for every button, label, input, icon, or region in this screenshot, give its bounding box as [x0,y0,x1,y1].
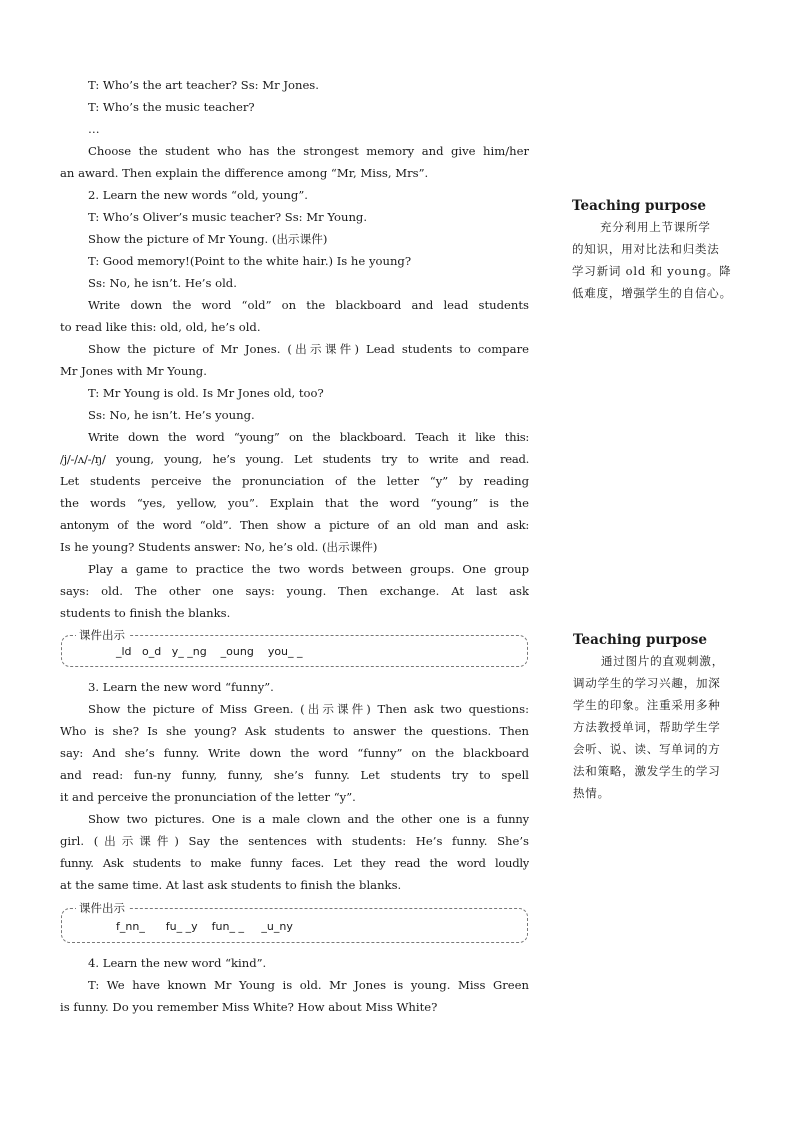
ellipsis: … [88,122,100,136]
teaching-purpose-line: 通过图片的直观刺激， [601,654,724,668]
paragraph-line: Show the picture of Miss Green. (出示课件) Then ask two questions: [88,702,529,716]
paragraph-line: Show two pictures. One is a male clown and the other one is a funny [88,812,529,826]
dialogue-line: T: Who’s the art teacher? Ss: Mr Jones. [88,78,319,92]
paragraph-line: to read like this: old, old, he’s old. [60,320,261,334]
paragraph-line: students to finish the blanks. [60,606,231,620]
teaching-purpose-line: 热情。 [573,786,610,800]
paragraph-line: T: We have known Mr Young is old. Mr Jones is young. Miss Green [88,978,529,992]
paragraph-line: Write down the word “old” on the blackboard and lead students [88,298,529,312]
teaching-purpose-line: 会听、说、读、写单词的方 [573,742,721,756]
paragraph-line: say: And she’s funny. Write down the word “funny” on the blackboard [60,746,529,760]
section-heading: 2. Learn the new words “old, young”. [88,188,308,202]
dialogue-line: T: Who’s the music teacher? [88,100,255,114]
teaching-purpose-line: 学习新词 old 和 young。降 [572,264,732,278]
dialogue-line: Ss: No, he isn’t. He’s young. [88,408,255,422]
paragraph-line: antonym of the word “old”. Then show a picture of an old man and ask: [60,518,529,532]
courseware-box-2 [61,901,528,943]
teaching-purpose-line: 方法教授单词，帮助学生学 [573,720,721,734]
paragraph-line: Choose the student who has the strongest memory and give him/her [88,144,529,158]
paragraph-line: Who is she? Is she young? Ask students to answer the questions. Then [60,724,529,738]
paragraph-line: at the same time. At last ask students to finish the blanks. [60,878,402,892]
courseware-box-1 [61,628,528,667]
teaching-purpose-title: Teaching purpose [573,632,707,648]
paragraph-line: Write down the word “young” on the blackboard. Teach it like this: [88,430,529,444]
dialogue-line: T: Good memory!(Point to the white hair.) Is he young? [88,254,412,268]
paragraph-line: Let students perceive the pronunciation of the letter “y” by reading [60,474,529,488]
paragraph-line: Show the picture of Mr Jones. (出示课件) Lead students to compare [88,342,529,356]
paragraph-line: it and perceive the pronunciation of the letter “y”. [60,790,356,804]
dialogue-line: T: Who’s Oliver’s music teacher? Ss: Mr Young. [88,210,368,224]
section-heading: 3. Learn the new word “funny”. [88,680,274,694]
paragraph-line: the words “yes, yellow, you”. Explain that the word “young” is the [60,496,529,510]
blank-exercise: _ld o_d y_ _ng _oung you_ _ [116,645,303,658]
paragraph-line: says: old. The other one says: young. Then exchange. At last ask [60,584,529,598]
paragraph-line: an award. Then explain the difference among “Mr, Miss, Mrs”. [60,166,429,180]
blank-exercise: f_nn_ fu_ _y fun_ _ _u_ny [116,920,293,933]
paragraph-line: Is he young? Students answer: No, he’s old. (出示课件) [60,540,378,554]
paragraph-line: Show the picture of Mr Young. (出示课件) [88,232,328,246]
teaching-purpose-line: 调动学生的学习兴趣，加深 [573,676,721,690]
dialogue-line: Ss: No, he isn’t. He’s old. [88,276,237,290]
teaching-purpose-title: Teaching purpose [572,198,706,214]
section-heading: 4. Learn the new word “kind”. [88,956,267,970]
paragraph-line: Mr Jones with Mr Young. [60,364,207,378]
dialogue-line: T: Mr Young is old. Is Mr Jones old, too? [88,386,324,400]
teaching-purpose-line: 的知识，用对比法和归类法 [572,242,720,256]
courseware-label: 课件出示 [76,627,129,643]
teaching-purpose-line: 充分利用上节课所学 [600,220,711,234]
teaching-purpose-line: 低难度，增强学生的自信心。 [572,286,732,300]
paragraph-line: Play a game to practice the two words between groups. One group [88,562,529,576]
teaching-purpose-line: 法和策略，激发学生的学习 [573,764,721,778]
main-text [60,74,529,1018]
paragraph-line: funny. Ask students to make funny faces. Let they read the word loudly [60,856,529,870]
paragraph-line: girl. (出示课件) Say the sentences with students: He’s funny. She’s [60,834,529,848]
teaching-purpose-line: 学生的印象。注重采用多种 [573,698,721,712]
paragraph-line: is funny. Do you remember Miss White? How about Miss White? [60,1000,438,1014]
courseware-label: 课件出示 [76,900,129,916]
teaching-purpose-1 [572,196,750,304]
paragraph-line: and read: fun-ny funny, funny, she’s funny. Let students try to spell [60,768,529,782]
teaching-purpose-2 [573,630,751,804]
paragraph-line: /j/-/ʌ/-/ŋ/ young, young, he’s young. Let students try to write and read. [60,452,529,466]
